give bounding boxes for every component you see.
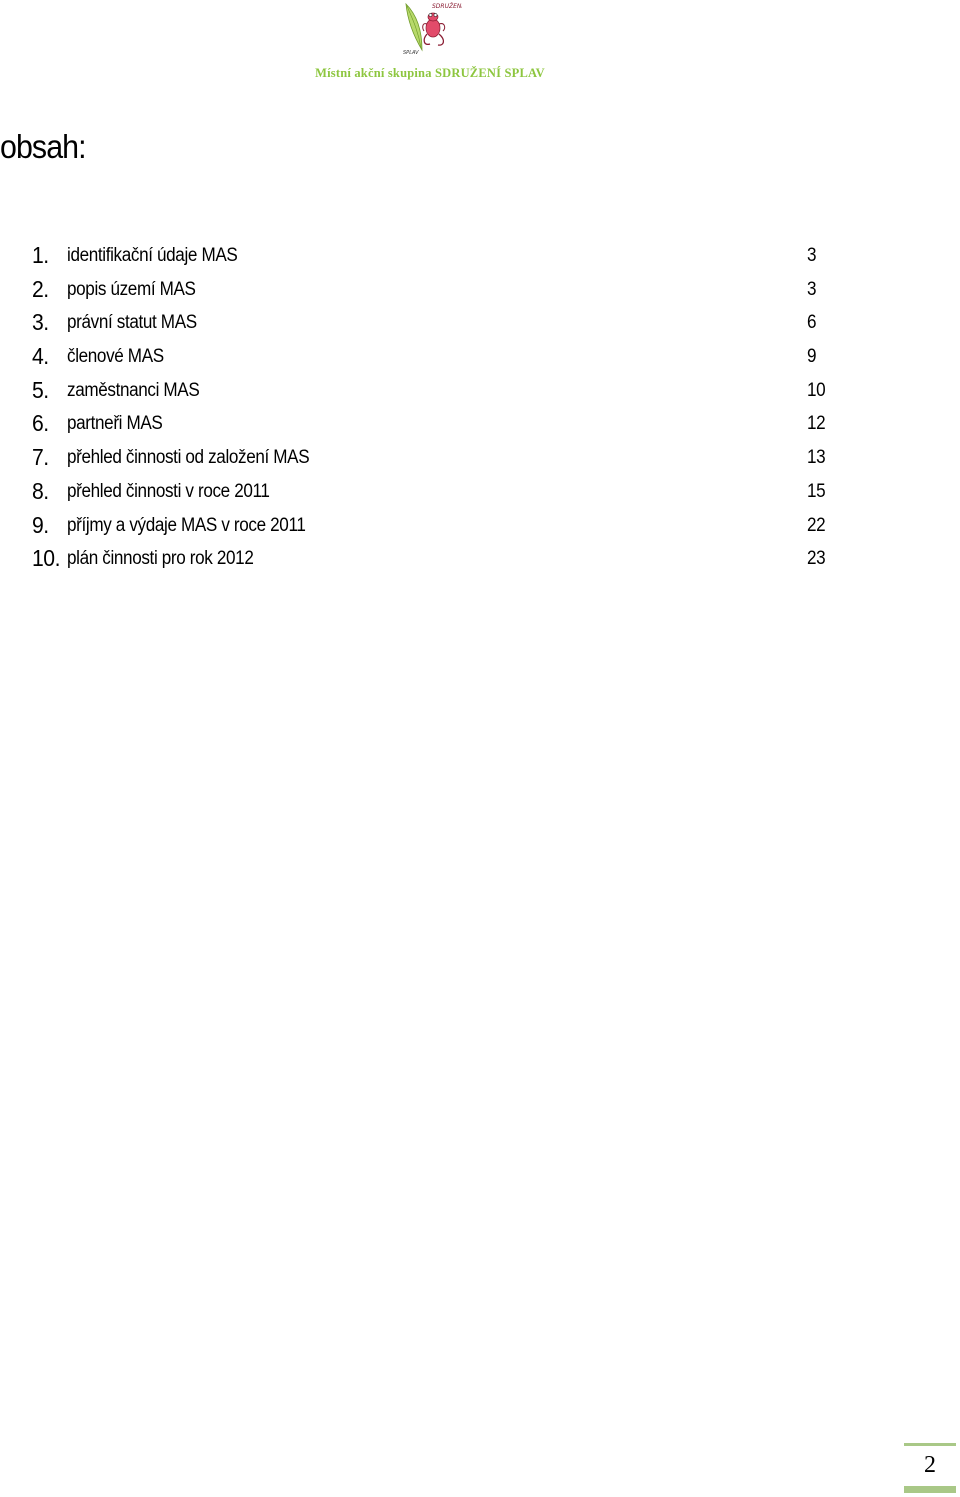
toc-entry-label: právní statut MAS (67, 312, 197, 334)
logo-text-top: SDRUŽENÍ (432, 3, 462, 10)
toc-entry[interactable] (32, 274, 832, 308)
toc-entry-number: 1. (32, 242, 49, 268)
toc-entry-number: 9. (32, 511, 49, 538)
toc-entry-number: 5. (32, 376, 49, 403)
toc-entry-label: zaměstnanci MAS (67, 379, 200, 401)
toc-entry-number: 10. (32, 545, 61, 572)
toc-entry[interactable] (32, 476, 832, 510)
toc-entry-number: 2. (32, 275, 49, 302)
toc-entry[interactable] (32, 307, 832, 341)
toc-entry-page: 13 (807, 447, 826, 469)
toc-entry-page: 6 (807, 312, 817, 334)
toc-entry-number: 3. (32, 309, 49, 336)
toc-entry[interactable] (32, 375, 832, 409)
toc-entry-label: plán činnosti pro rok 2012 (67, 548, 254, 570)
toc-entry-label: přehled činnosti v roce 2011 (67, 480, 270, 502)
toc-entry-label: přehled činnosti od založení MAS (67, 447, 310, 469)
toc-entry-label: partneři MAS (67, 413, 163, 435)
logo-text-bottom: SPLAV (403, 50, 419, 56)
toc-entry-page: 22 (807, 514, 826, 536)
toc-entry-page: 12 (807, 413, 826, 435)
page-number: 2 (924, 1452, 936, 1478)
toc-entry-page: 3 (807, 278, 817, 300)
toc-entry-label: popis území MAS (67, 278, 196, 300)
toc-entry-number: 6. (32, 410, 49, 437)
toc-title: obsah: (0, 128, 86, 165)
toc-entry-number: 4. (32, 343, 49, 370)
toc-entry[interactable] (32, 510, 832, 544)
splav-logo (400, 0, 462, 56)
toc-entry[interactable] (32, 543, 832, 577)
toc-entry-page: 3 (807, 245, 817, 266)
toc-entry[interactable] (32, 341, 832, 375)
toc-entry-label: identifikační údaje MAS (67, 245, 238, 266)
page-number-footer (904, 1443, 956, 1493)
organization-name: Místní akční skupina SDRUŽENÍ SPLAV (315, 66, 545, 80)
toc-entry[interactable] (32, 240, 832, 274)
toc-entry[interactable] (32, 408, 832, 442)
toc-entry[interactable] (32, 442, 832, 476)
toc-entry-page: 15 (807, 480, 826, 502)
toc-entry-label: členové MAS (67, 346, 164, 368)
toc-entry-number: 8. (32, 477, 49, 504)
table-of-contents (32, 240, 832, 577)
toc-entry-page: 9 (807, 346, 817, 368)
toc-entry-page: 10 (807, 379, 826, 401)
toc-entry-label: příjmy a výdaje MAS v roce 2011 (67, 514, 306, 536)
toc-entry-number: 7. (32, 444, 49, 471)
toc-entry-page: 23 (807, 548, 826, 570)
frog-leaf-icon (400, 0, 462, 56)
